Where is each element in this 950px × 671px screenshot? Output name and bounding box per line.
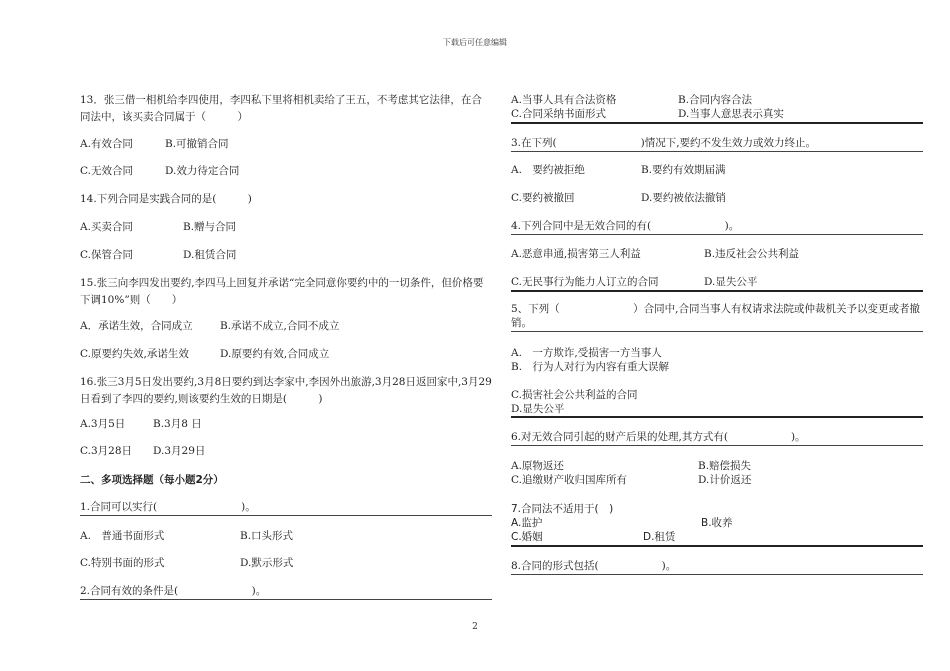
m7-option-b: B.收养	[701, 517, 733, 529]
m2-option-d: D.当事人意思表示真实	[678, 108, 784, 120]
m4-option-b: B.违反社会公共利益	[704, 248, 800, 260]
divider	[511, 122, 923, 124]
q16-option-c: C.3月28日	[80, 445, 133, 457]
m6-option-c: C.追缴财产收归国库所有	[511, 474, 627, 486]
q16-option-b: B.3月8 日	[153, 418, 202, 430]
multi-question-2: 2.合同有效的条件是( )。	[80, 585, 267, 597]
q13-option-c: C.无效合同	[80, 165, 133, 177]
q15-option-a: A．承诺生效，合同成立	[80, 320, 193, 332]
divider	[511, 445, 923, 446]
divider	[80, 515, 492, 516]
multi-question-5: 5、下列（ ）合同中,合同当事人有权请求法院或仲裁机关予以变更或者撤销。	[511, 303, 921, 329]
q15-option-b: B.承诺不成立,合同不成立	[220, 320, 340, 332]
divider	[511, 416, 923, 418]
m4-option-a: A.恶意串通,损害第三人利益	[511, 248, 641, 260]
multi-question-1: 1.合同可以实行( )。	[80, 501, 256, 513]
left-column	[80, 0, 492, 671]
m7-option-d: D.租赁	[643, 531, 676, 543]
m6-option-b: B.赔偿损失	[698, 460, 752, 472]
m1-option-c: C.特别书面的形式	[80, 557, 165, 569]
multi-question-4: 4.下列合同中是无效合同的有( )。	[511, 220, 740, 232]
question-16: 16.张三3月5日发出要约,3月8日要约到达李家中,李因外出旅游,3月28日返回家中,3月29日看到了李四的要约,则该要约生效的日期是( )	[80, 376, 492, 405]
m7-option-a: A.监护	[511, 517, 543, 529]
m5-option-d: D.显失公平	[511, 403, 565, 415]
page-header: 下载后可任意编辑	[443, 38, 507, 47]
q15-option-c: C.原要约失效,承诺生效	[80, 348, 189, 360]
m2-option-a: A.当事人具有合法资格	[511, 94, 617, 106]
m1-option-a: A. 普通书面形式	[80, 530, 165, 542]
m2-option-b: B.合同内容合法	[678, 94, 753, 106]
q13-option-d: D.效力待定合同	[165, 165, 240, 177]
m1-option-d: D.默示形式	[240, 557, 294, 569]
q14-option-b: B.赠与合同	[183, 221, 237, 233]
divider	[80, 599, 492, 600]
m2-option-c: C.合同采纳书面形式	[511, 108, 606, 120]
right-column	[511, 0, 923, 671]
q16-option-d: D.3月29日	[153, 445, 206, 457]
multi-question-7: 7.合同法不适用于( )	[511, 503, 614, 515]
q13-option-a: A.有效合同	[80, 138, 133, 150]
m4-option-c: C.无民事行为能力人订立的合同	[511, 276, 659, 288]
divider	[511, 574, 923, 575]
multi-question-6: 6.对无效合同引起的财产后果的处理,其方式有( )。	[511, 431, 806, 443]
divider	[511, 290, 923, 292]
q14-option-a: A.买卖合同	[80, 221, 133, 233]
q15-option-d: D.原要约有效,合同成立	[220, 348, 330, 360]
multi-question-3: 3.在下列( )情况下,要约不发生效力或效力终止。	[511, 137, 817, 149]
page-number: 2	[472, 622, 478, 632]
divider	[511, 234, 923, 235]
question-14: 14.下列合同是实践合同的是( )	[80, 193, 252, 205]
m7-option-c: C.婚姻	[511, 531, 543, 543]
multi-question-8: 8.合同的形式包括( )。	[511, 560, 677, 572]
m1-option-b: B.口头形式	[240, 530, 294, 542]
m3-option-d: D.要约被依法撤销	[641, 192, 726, 204]
m3-option-c: C.要约被撤回	[511, 192, 575, 204]
m5-option-c: C.损害社会公共利益的合同	[511, 389, 638, 401]
m3-option-b: B.要约有效期届满	[641, 164, 726, 176]
section-title: 二、多项选择题（每小题2分）	[80, 474, 224, 486]
q14-option-d: D.租赁合同	[183, 249, 237, 261]
q16-option-a: A.3月5日	[80, 418, 126, 430]
divider	[511, 151, 923, 152]
divider	[511, 331, 923, 332]
question-13: 13．张三借一相机给李四使用，李四私下里将相机卖给了王五，不考虑其它法律，在合同法中，该买卖合同属于（ ）	[80, 94, 482, 123]
divider	[511, 545, 923, 547]
m6-option-d: D.计价返还	[698, 474, 752, 486]
m5-option-a: A. 一方欺诈,受损害一方当事人	[511, 347, 662, 359]
question-15: 15.张三向李四发出要约,李四马上回复并承诺“完全同意你要约中的一切条件，但价格要下调10%”则（ ）	[80, 277, 484, 306]
m6-option-a: A.原物返还	[511, 460, 564, 472]
q14-option-c: C.保管合同	[80, 249, 133, 261]
m3-option-a: A. 要约被拒绝	[511, 164, 585, 176]
m5-option-b: B. 行为人对行为内容有重大误解	[511, 361, 670, 373]
q13-option-b: B.可撤销合同	[165, 138, 229, 150]
m4-option-d: D.显失公平	[704, 276, 758, 288]
